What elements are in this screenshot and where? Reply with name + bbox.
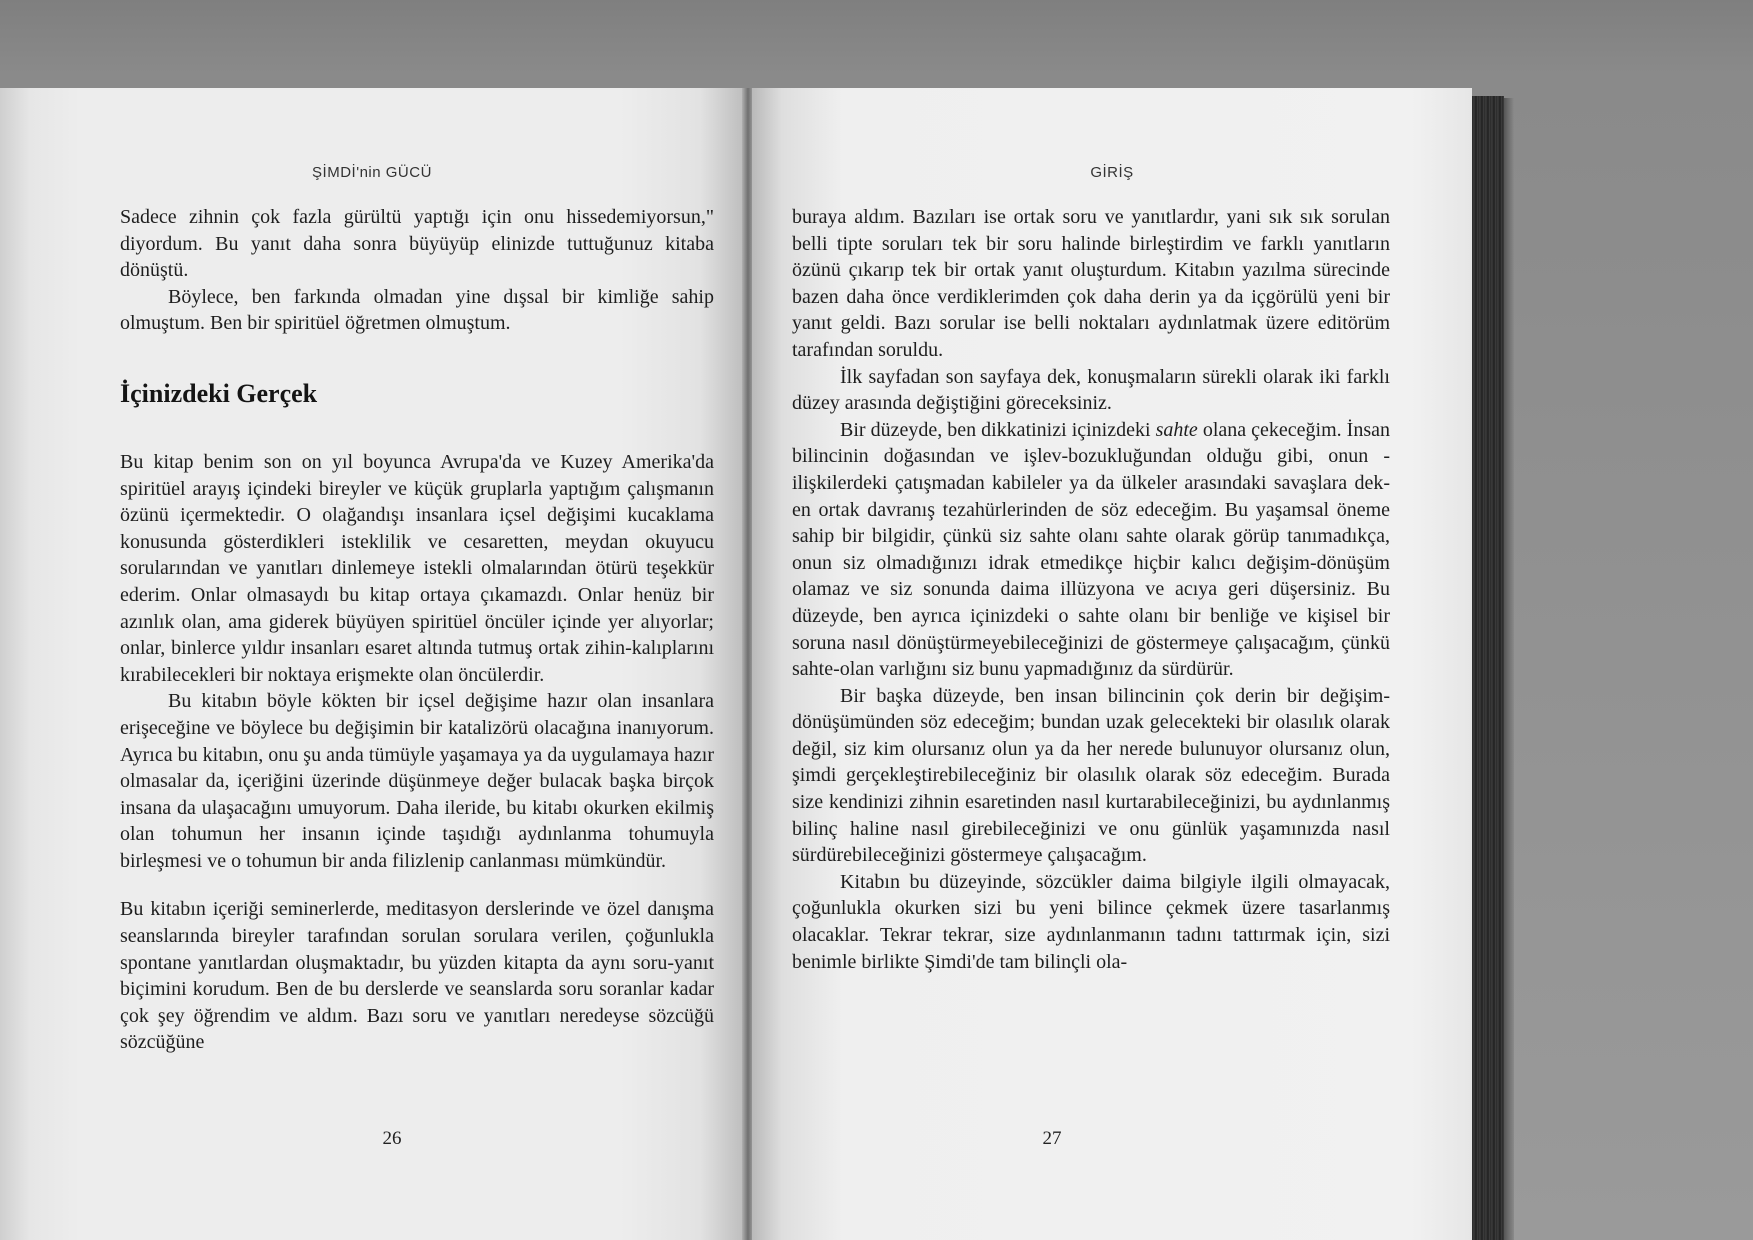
paragraph: Bu kitabın böyle kökten bir içsel değişime hazır olan insanlara erişeceğine ve böylece bu değişimin bir katalizörü olacağına inanıyorum. Ayrıca bu kitabın, onu şu anda tümüyle yaşamaya ya da uygulamaya hazır olmasalar da, içeriğini üzerinde düşünmeye değer bulacak başka birçok insana da ulaşacağını umuyorum. Daha ileride, bu kitabı okurken ekilmiş olan tohumun her insanın içinde taşıdığı aydınlanma tohumuyla birleşmesi ve o tohumun bir anda filizlenip canlanması mümkündür. xyxy=(120,690,714,872)
page-number: 27 xyxy=(1042,1128,1062,1149)
book-edge-shadow xyxy=(1504,98,1514,1240)
paragraph-rest: olana çekeceğim. İnsan bilincinin doğasından ve işlev-bozukluğundan olduğu gibi, onun -ilişkilerdeki çatışmadan kabileler ya da ülkeler arasındaki savaşlara dek- en ortak davranış tezahürlerinden de söz edeceğim. Bu yaşamsal öneme sahip bir bilgidir, çünkü siz sahte olanı sahte olarak görüp tanımadıkça, onun siz olmadığınızı idrak etmedikçe hiçbir kalıcı değişim-dönüşüm olamaz ve siz sonunda daima illüzyona ve acıya geri düşersiniz. Bu düzeyde, ben ayrıca içinizdeki o sahte olanı bir benliğe ve kişisel bir soruna nasıl dönüştürmeyebileceğinizi de göstermeye çalışacağım, çünkü sahte-olan varlığını siz bunu yapmadığınız da sürdürür. xyxy=(792,418,1390,681)
section-heading: İçinizdeki Gerçek xyxy=(120,378,318,408)
paragraph: buraya aldım. Bazıları ise ortak soru ve yanıtlardır, yani sık sık sorulan belli tipte soruları tek bir soru halinde birleştirdim ve farklı yanıtların özünü çıkarıp tek bir ortak yanıt oluşturdum. Kitabın yazılma sürecinde bazen daha önce verdiklerimden çok daha derin ya da içgörülü yeni bir yanıt geldi. Bazı sorular ise belli noktaları aydınlatmak üzere editörüm tarafından soruldu. xyxy=(792,206,1390,361)
book-spread xyxy=(0,88,1753,1240)
running-head: GİRİŞ xyxy=(1090,164,1134,181)
book-page-edges xyxy=(1472,96,1504,1240)
body-text xyxy=(792,204,1390,975)
paragraph: Bu kitap benim son on yıl boyunca Avrupa'da ve Kuzey Amerika'da spiritüel arayış içindeki bireyler ve küçük gruplarla yaptığım çalışmanın özünü içermektedir. O olağandışı insanlara içsel değişimi kucaklama konusunda gösterdikleri isteklilik ve cesaretten, meydan okuyucu sorularından ve yanıtları dinlemeye istekli olmalarından ötürü teşekkür ederim. Onlar olmasaydı bu kitap ortaya çıkamazdı. Onlar henüz bir azınlık olan, ama giderek büyüyen spiritüel öncüler içinde yer alıyorlar; onlar, binlerce yıldır insanları esaret altında tutmuş ortak zihin-kalıplarını kırabilecekleri bir noktaya erişmekte olan öncülerdir. xyxy=(120,450,714,686)
running-head: ŞİMDİ'nin GÜCÜ xyxy=(312,164,432,181)
paragraph: İlk sayfadan son sayfaya dek, konuşmaların sürekli olarak iki farklı düzey arasında değiştiğini göreceksiniz. xyxy=(792,365,1390,415)
paragraph: Böylece, ben farkında olmadan yine dışsal bir kimliğe sahip olmuştum. Ben bir spiritüel öğretmen olmuştum. xyxy=(120,285,714,335)
paragraph: Sadece zihnin çok fazla gürültü yaptığı için onu hissedemiyorsun," diyordum. Bu yanıt daha sonra büyüyüp elinizde tuttuğunuz kitaba dönüştü. xyxy=(120,206,714,282)
emphasis-word: sahte xyxy=(1155,418,1198,441)
paragraph: Bu kitabın içeriği seminerlerde, meditasyon derslerinde ve özel danışma seanslarında bireyler tarafından sorulan sorulara verilen, çoğunlukla spontane yanıtlardan oluşmaktadır, bu yüzden kitapta da aynı soru-yanıt biçimini korudum. Ben de bu derslerde ve seanslarda soru soranlar kadar çok şey öğrendim ve aldım. Bazı soru ve yanıtları neredeyse sözcüğü sözcüğüne xyxy=(120,898,714,1054)
paragraph: Kitabın bu düzeyinde, sözcükler daima bilgiyle ilgili olmayacak, çoğunlukla okurken sizi bu yeni bilince çekmek üzere tasarlanmış olacaklar. Tekrar tekrar, size aydınlanmanın tadını tattırmak için, sizi benimle birlikte Şimdi'de tam bilinçli ola- xyxy=(792,870,1390,973)
paragraph: Bir başka düzeyde, ben insan bilincinin çok derin bir değişim-dönüşümünden söz edeceğim; bundan uzak gelecekteki bir olasılık olarak değil, siz kim olursanız olun ya da her nerede bulunuyor olursanız olun, şimdi gerçekleştirebileceğiniz bir olasılık olarak söz edeceğim. Burada size kendinizi zihnin esaretinden nasıl kurtarabileceğinizi, bu aydınlanmış bilinç haline nasıl girebileceğinizi ve onu günlük yaşamınızda nasıl sürdürebileceğinizi göstermeye çalışacağım. xyxy=(792,684,1390,867)
page-number: 26 xyxy=(382,1128,402,1149)
left-page xyxy=(0,88,744,1240)
right-page xyxy=(752,88,1472,1240)
paragraph xyxy=(792,417,1390,683)
body-text xyxy=(120,204,714,1056)
paragraph-start: Bir düzeyde, ben dikkatinizi içinizdeki xyxy=(840,418,1156,441)
